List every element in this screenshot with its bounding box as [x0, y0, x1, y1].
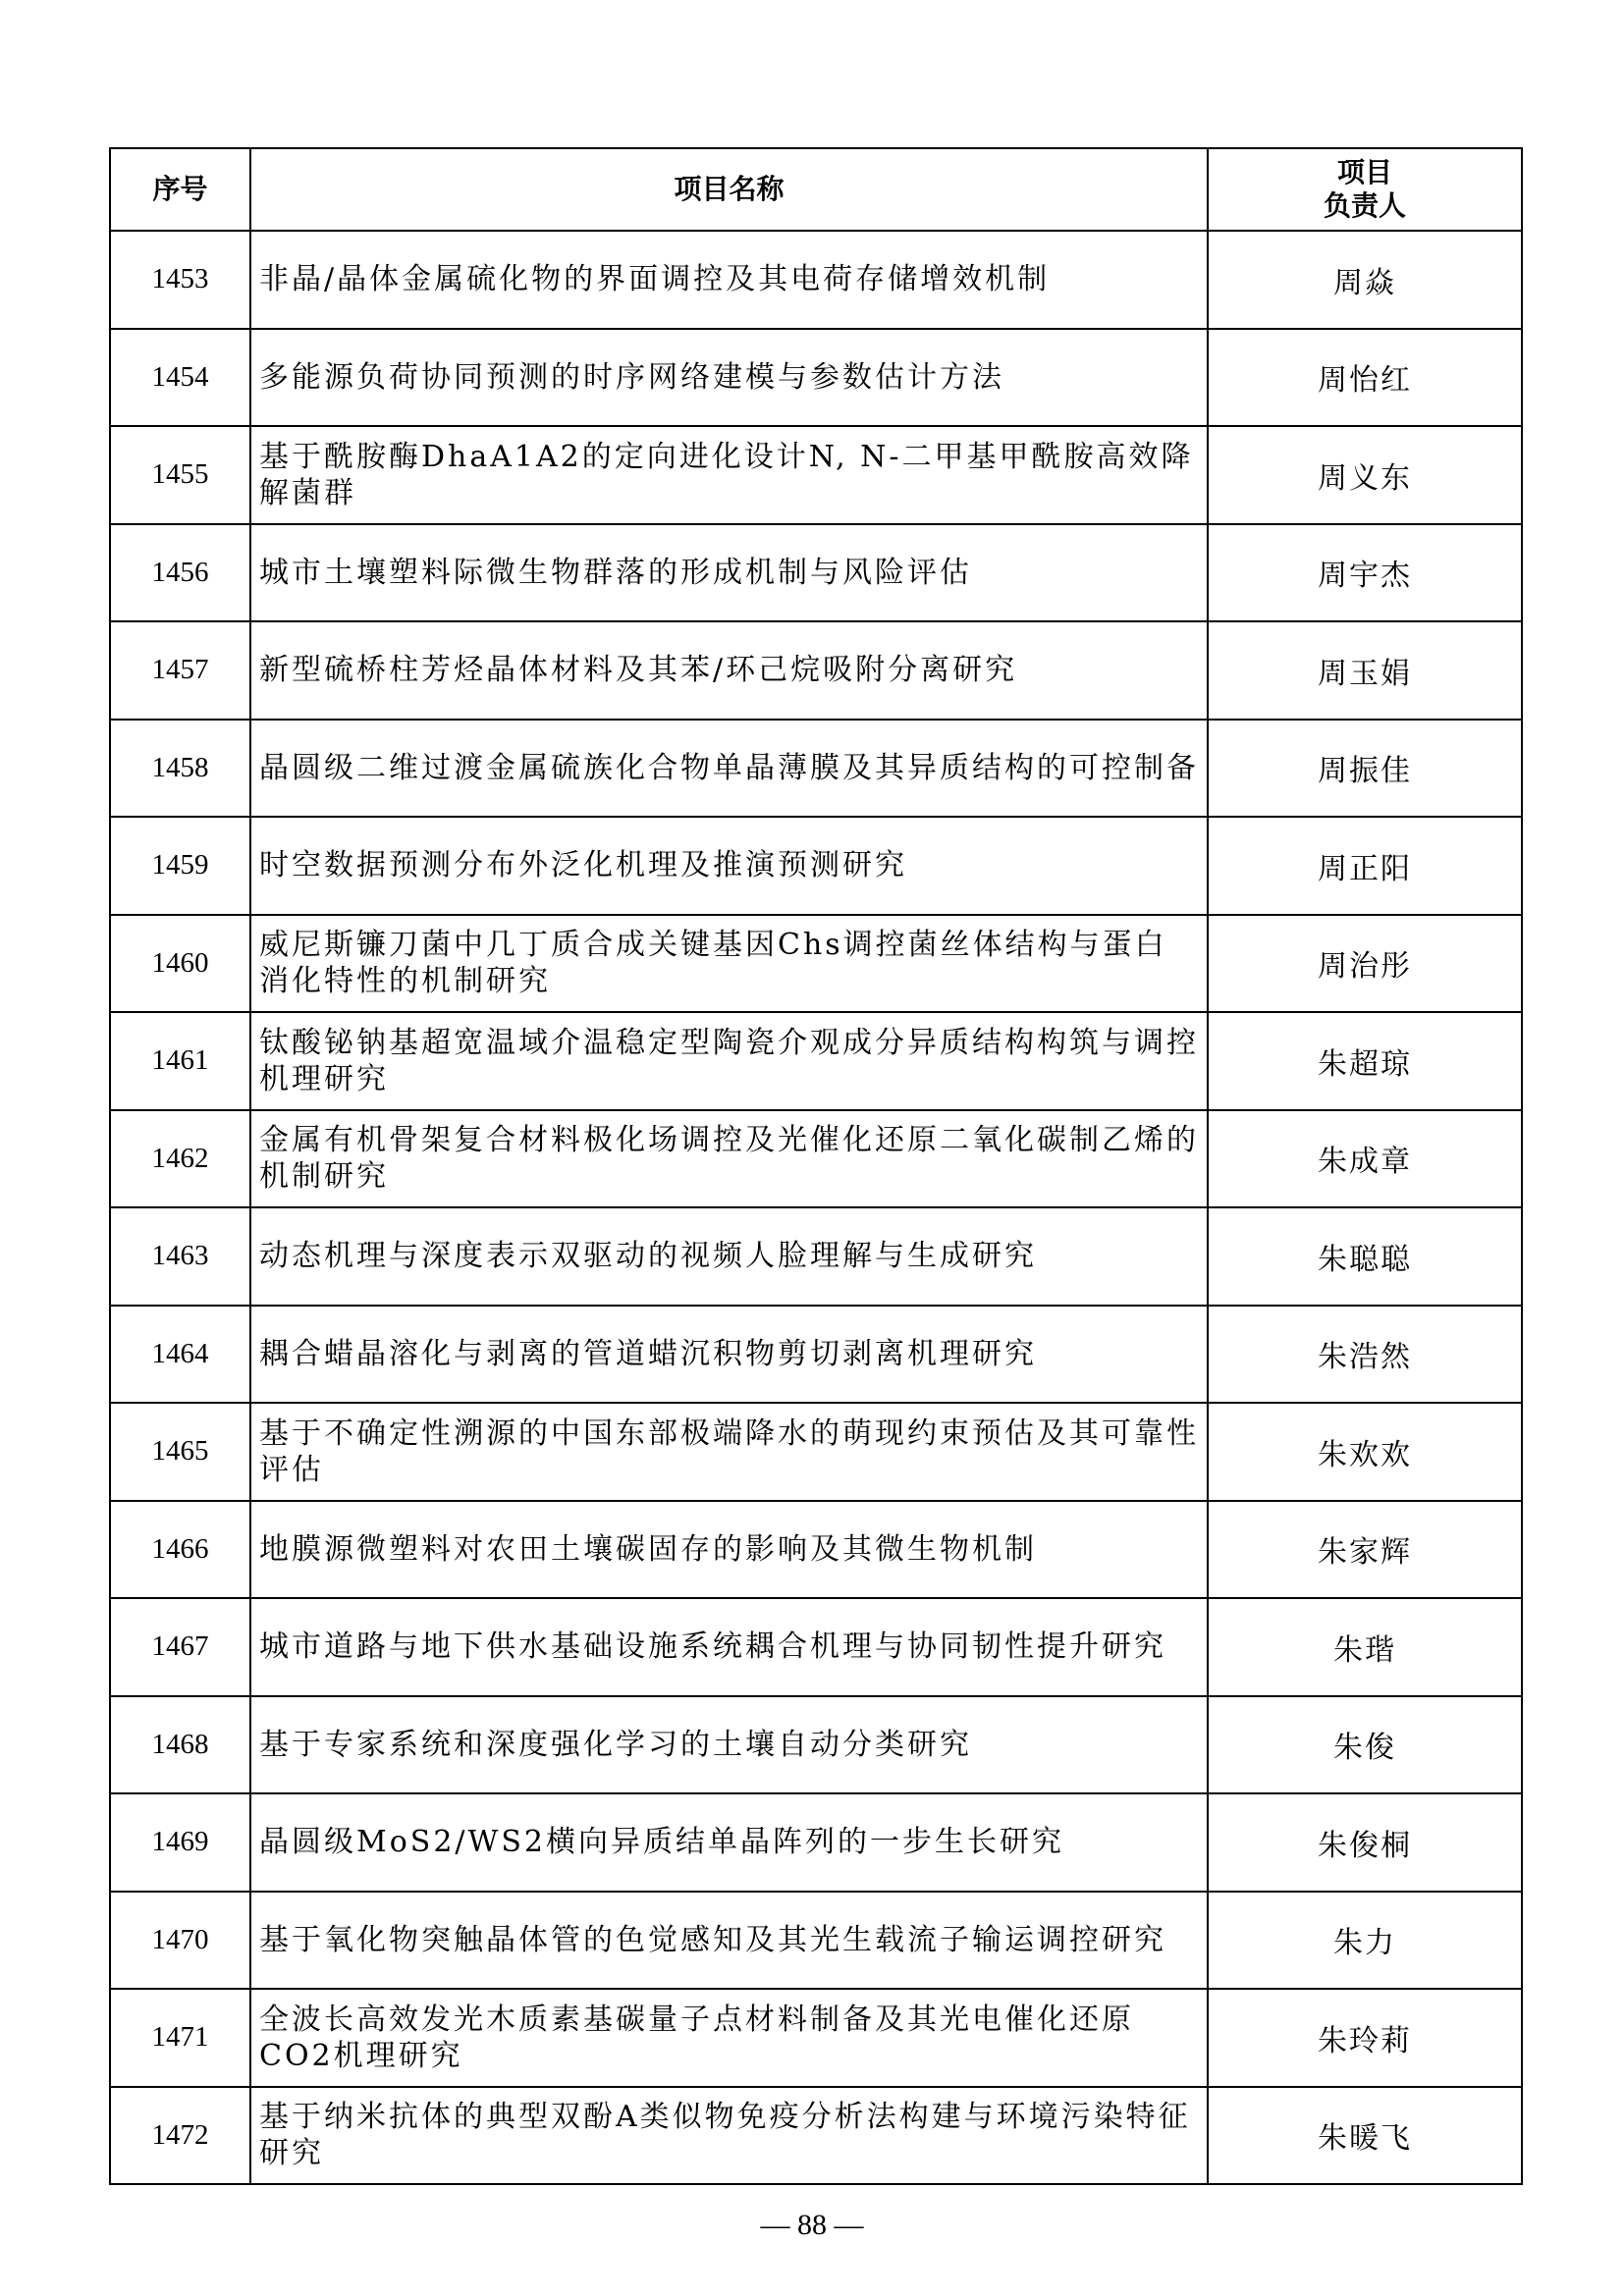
row-project-name: 威尼斯镰刀菌中几丁质合成关键基因Chs调控菌丝体结构与蛋白消化特性的机制研究 [250, 915, 1208, 1013]
row-project-name: 非晶/晶体金属硫化物的界面调控及其电荷存储增效机制 [250, 231, 1208, 329]
row-serial-number: 1456 [110, 524, 250, 622]
row-serial-number: 1464 [110, 1306, 250, 1404]
row-project-name: 时空数据预测分布外泛化机理及推演预测研究 [250, 817, 1208, 915]
row-serial-number: 1462 [110, 1110, 250, 1208]
row-project-name: 金属有机骨架复合材料极化场调控及光催化还原二氧化碳制乙烯的机制研究 [250, 1110, 1208, 1208]
header-serial-number: 序号 [110, 148, 250, 231]
table-row [110, 1892, 1522, 1990]
row-serial-number: 1472 [110, 2087, 250, 2185]
row-project-leader: 周怡红 [1208, 329, 1522, 427]
table-row [110, 817, 1522, 915]
header-project-leader [1208, 148, 1522, 231]
row-serial-number: 1465 [110, 1403, 250, 1501]
table-row [110, 426, 1522, 524]
table-row [110, 1598, 1522, 1696]
table-row [110, 329, 1522, 427]
table-row [110, 1403, 1522, 1501]
table-row [110, 2087, 1522, 2185]
table-row [110, 1989, 1522, 2087]
row-project-leader: 朱俊 [1208, 1696, 1522, 1794]
row-project-leader: 朱玲莉 [1208, 1989, 1522, 2087]
row-project-name: 基于专家系统和深度强化学习的土壤自动分类研究 [250, 1696, 1208, 1794]
row-serial-number: 1466 [110, 1501, 250, 1599]
row-project-leader: 周玉娟 [1208, 621, 1522, 720]
row-project-leader: 周正阳 [1208, 817, 1522, 915]
table-row [110, 231, 1522, 329]
row-project-leader: 朱聪聪 [1208, 1207, 1522, 1306]
row-serial-number: 1458 [110, 720, 250, 818]
page-number: — 88 — [760, 2209, 864, 2241]
row-serial-number: 1467 [110, 1598, 250, 1696]
row-serial-number: 1460 [110, 915, 250, 1013]
table-row [110, 1696, 1522, 1794]
row-serial-number: 1469 [110, 1793, 250, 1892]
row-project-name: 多能源负荷协同预测的时序网络建模与参数估计方法 [250, 329, 1208, 427]
row-serial-number: 1453 [110, 231, 250, 329]
row-project-name: 城市土壤塑料际微生物群落的形成机制与风险评估 [250, 524, 1208, 622]
row-serial-number: 1468 [110, 1696, 250, 1794]
row-project-name: 地膜源微塑料对农田土壤碳固存的影响及其微生物机制 [250, 1501, 1208, 1599]
row-project-name: 晶圆级二维过渡金属硫族化合物单晶薄膜及其异质结构的可控制备 [250, 720, 1208, 818]
project-table [109, 147, 1523, 2185]
row-serial-number: 1457 [110, 621, 250, 720]
row-project-name: 钛酸铋钠基超宽温域介温稳定型陶瓷介观成分异质结构构筑与调控机理研究 [250, 1012, 1208, 1110]
header-leader-line2: 负责人 [1323, 189, 1406, 222]
row-serial-number: 1463 [110, 1207, 250, 1306]
table-row [110, 1207, 1522, 1306]
table-row [110, 524, 1522, 622]
row-project-leader: 周宇杰 [1208, 524, 1522, 622]
table-header-row [110, 148, 1522, 231]
row-project-name: 全波长高效发光木质素基碳量子点材料制备及其光电催化还原CO2机理研究 [250, 1989, 1208, 2087]
row-project-leader: 朱欢欢 [1208, 1403, 1522, 1501]
row-project-name: 基于氧化物突触晶体管的色觉感知及其光生载流子输运调控研究 [250, 1892, 1208, 1990]
row-serial-number: 1459 [110, 817, 250, 915]
row-serial-number: 1461 [110, 1012, 250, 1110]
row-project-leader: 朱力 [1208, 1892, 1522, 1990]
row-project-name: 耦合蜡晶溶化与剥离的管道蜡沉积物剪切剥离机理研究 [250, 1306, 1208, 1404]
row-project-name: 基于不确定性溯源的中国东部极端降水的萌现约束预估及其可靠性评估 [250, 1403, 1208, 1501]
row-project-leader: 周振佳 [1208, 720, 1522, 818]
header-leader-line1: 项目 [1336, 156, 1392, 188]
row-project-leader: 朱瑎 [1208, 1598, 1522, 1696]
row-project-leader: 朱家辉 [1208, 1501, 1522, 1599]
table-row [110, 1306, 1522, 1404]
row-project-name: 晶圆级MoS2/WS2横向异质结单晶阵列的一步生长研究 [250, 1793, 1208, 1892]
row-serial-number: 1471 [110, 1989, 250, 2087]
row-project-leader: 朱暖飞 [1208, 2087, 1522, 2185]
row-project-leader: 周焱 [1208, 231, 1522, 329]
table-row [110, 1793, 1522, 1892]
project-table-container [109, 147, 1521, 2185]
row-project-leader: 周义东 [1208, 426, 1522, 524]
table-row [110, 915, 1522, 1013]
table-row [110, 1012, 1522, 1110]
header-project-name: 项目名称 [250, 148, 1208, 231]
table-row [110, 621, 1522, 720]
row-project-leader: 周治彤 [1208, 915, 1522, 1013]
row-project-leader: 朱成章 [1208, 1110, 1522, 1208]
row-project-name: 基于酰胺酶DhaA1A2的定向进化设计N, N-二甲基甲酰胺高效降解菌群 [250, 426, 1208, 524]
row-project-leader: 朱浩然 [1208, 1306, 1522, 1404]
table-row [110, 1501, 1522, 1599]
table-row [110, 1110, 1522, 1208]
row-serial-number: 1470 [110, 1892, 250, 1990]
row-project-name: 城市道路与地下供水基础设施系统耦合机理与协同韧性提升研究 [250, 1598, 1208, 1696]
row-serial-number: 1454 [110, 329, 250, 427]
row-project-name: 基于纳米抗体的典型双酚A类似物免疫分析法构建与环境污染特征研究 [250, 2087, 1208, 2185]
row-project-leader: 朱俊桐 [1208, 1793, 1522, 1892]
row-project-name: 新型硫桥柱芳烃晶体材料及其苯/环己烷吸附分离研究 [250, 621, 1208, 720]
row-serial-number: 1455 [110, 426, 250, 524]
table-row [110, 720, 1522, 818]
row-project-name: 动态机理与深度表示双驱动的视频人脸理解与生成研究 [250, 1207, 1208, 1306]
row-project-leader: 朱超琼 [1208, 1012, 1522, 1110]
